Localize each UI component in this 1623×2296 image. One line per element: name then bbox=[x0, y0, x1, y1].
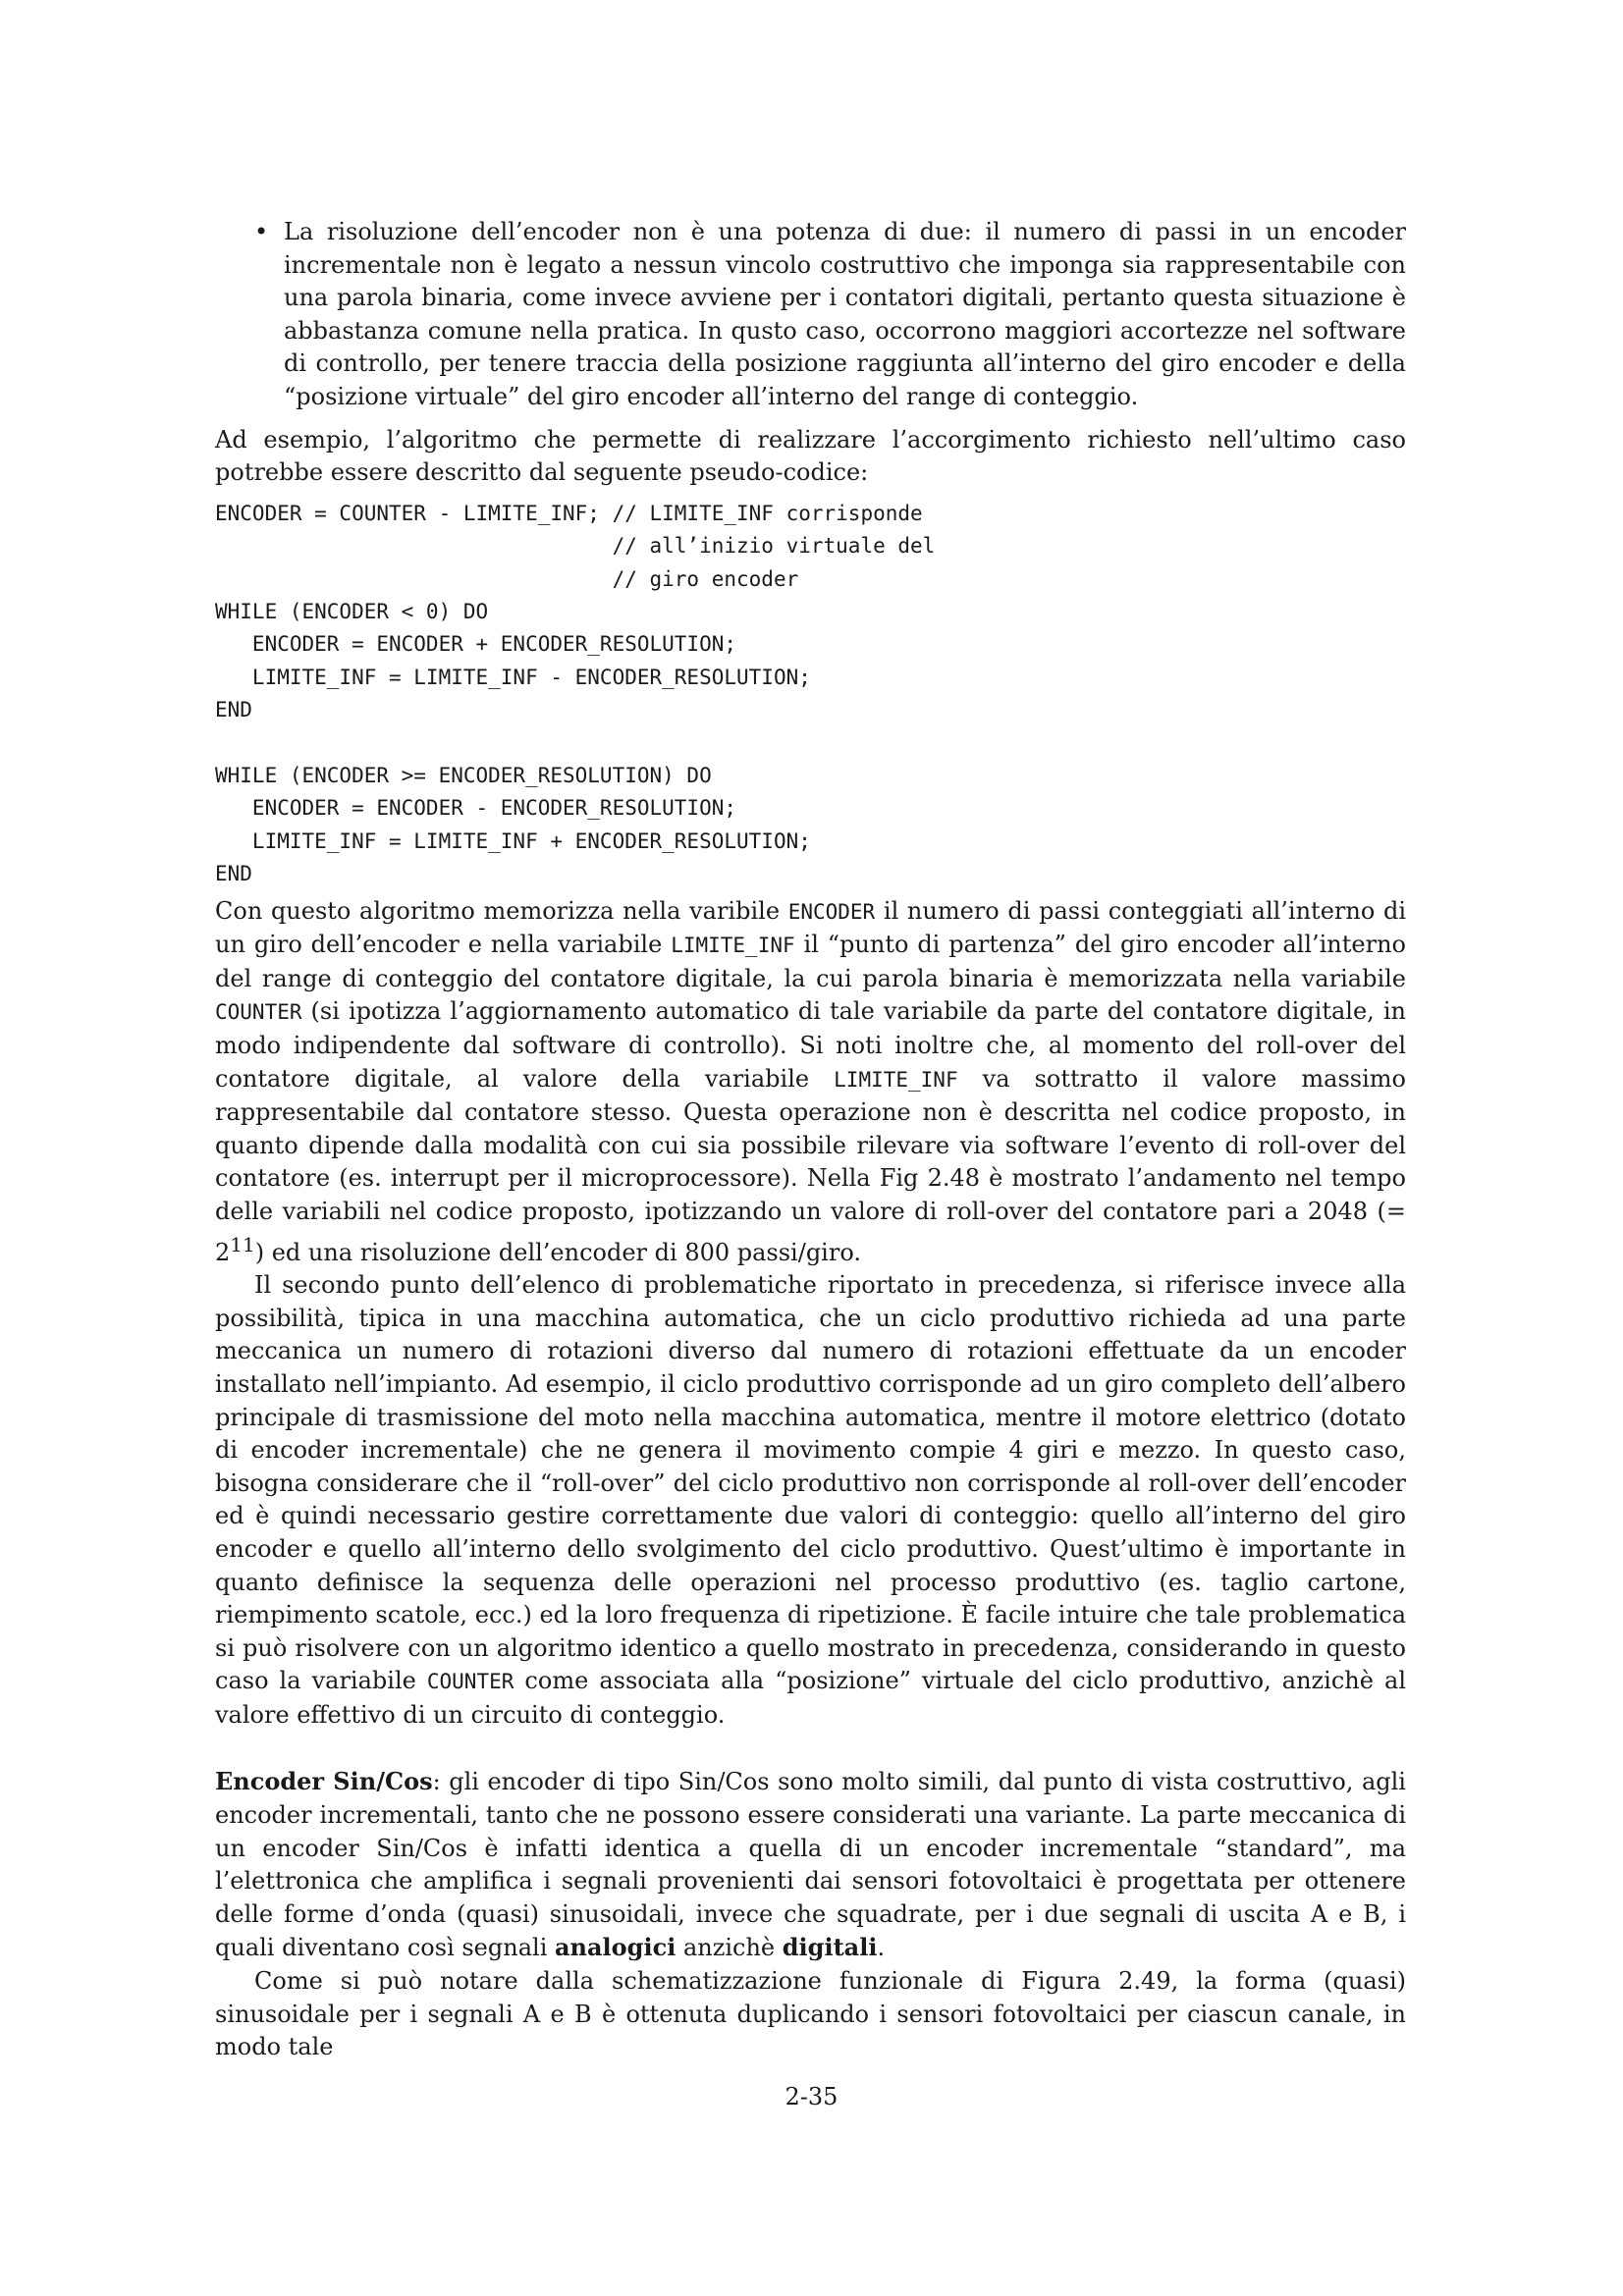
paragraph-second-point bbox=[215, 1269, 1406, 1732]
text-run: Il secondo punto dell’elenco di problematiche riportato in precedenza, si riferisce invece alla possibilità, tipica in una macchina automatica, che un ciclo produttivo richieda ad una parte meccanica un numero di rotazioni diverso dal numero di rotazioni effettuate da un encoder installato nell’impianto. Ad esempio, il ciclo produttivo corrisponde ad un giro completo dell’albero principale di trasmissione del moto nella macchina automatica, mentre il motore elettrico (dotato di encoder incrementale) che ne genera il movimento compie 4 giri e mezzo. In questo caso, bisogna considerare che il “roll-over” del ciclo produttivo non corrisponde al roll-over dell’encoder ed è quindi necessario gestire correttamente due valori di conteggio: quello all’interno del giro encoder e quello all’interno dello svolgimento del ciclo produttivo. Quest’ultimo è importante in quanto definisce la sequenza delle operazioni nel processo produttivo (es. taglio cartone, riempimento scatole, ecc.) ed la loro frequenza di ripetizione. È facile intuire che tale problematica si può risolvere con un algoritmo identico a quello mostrato in precedenza, considerando in questo caso la variabile bbox=[215, 1271, 1406, 1695]
section-heading-sincos: Encoder Sin/Cos bbox=[215, 1767, 433, 1796]
bold-analogici: analogici bbox=[555, 1933, 676, 1962]
pseudo-code-block: ENCODER = COUNTER - LIMITE_INF; // LIMITE_INF corrisponde // all’inizio virtuale del // giro encoder WHILE (ENCODER < 0) DO ENCODER = ENCODER + ENCODER_RESOLUTION; LIMITE_INF = LIMITE_INF - ENCODER_RESOLUTION; END WHILE (ENCODER >= ENCODER_RESOLUTION) DO ENCODER = ENCODER - ENCODER_RESOLUTION; LIMITE_INF = LIMITE_INF + ENCODER_RESOLUTION; END bbox=[215, 501, 936, 886]
code-inline-limite-inf: LIMITE_INF bbox=[671, 934, 795, 958]
paragraph-sincos bbox=[215, 1765, 1406, 1965]
text-run: il “punto di partenza” del giro encoder all’interno del range di conteggio del contatore digitale, la cui parola binaria è memorizzata nella variabile bbox=[215, 931, 1406, 992]
text-run: Con questo algoritmo memorizza nella varibile bbox=[215, 896, 788, 925]
code-inline-counter: COUNTER bbox=[215, 1000, 302, 1025]
code-inline-counter: COUNTER bbox=[426, 1670, 514, 1694]
code-inline-encoder: ENCODER bbox=[787, 899, 876, 924]
page-body bbox=[215, 216, 1406, 2064]
text-run: il numero di passi conteggiati all’interno di un giro dell’encoder e nella variabile bbox=[215, 896, 1406, 959]
text-run: . bbox=[877, 1934, 886, 1962]
page-number: 2-35 bbox=[784, 2083, 839, 2110]
text-run: (si ipotizza l’aggiornamento automatico di tale variabile da parte del contatore digitale, in modo indipendente dal software di controllo). Si noti inoltre che, al momento del roll-over del contatore digitale, al valore della variabile bbox=[215, 997, 1406, 1093]
code-inline-limite-inf: LIMITE_INF bbox=[834, 1067, 958, 1092]
text-run: ) ed una risoluzione dell’encoder di 800 passi/giro. bbox=[254, 1238, 861, 1266]
bullet-text: La risoluzione dell’encoder non è una potenza di due: il numero di passi in un encoder incrementale non è legato a nessun vincolo costruttivo che imponga sia rappresentabile con una parola binaria, come invece avviene per i contatori digitali, pertanto questa situazione è abbastanza comune nella pratica. In qusto caso, occorrono maggiori accortezze nel software di controllo, per tenere traccia della posizione raggiunta all’interno del giro encoder e della “posizione virtuale” del giro encoder all’interno del range di conteggio. bbox=[284, 218, 1406, 410]
text-run: anzichè bbox=[676, 1934, 783, 1962]
text-run: : gli encoder di tipo Sin/Cos sono molto simili, dal punto di vista costruttivo, agli encoder incrementali, tanto che ne possono essere considerati una variante. La parte meccanica di un encoder Sin/Cos è infatti identica a quella di un encoder incrementale “standard”, ma l’elettronica che amplifica i segnali provenienti dai sensori fotovoltaici è progettata per ottenere delle forme d’onda (quasi) sinusoidali, invece che squadrate, per i due segnali di uscita A e B, i quali diventano così segnali bbox=[215, 1768, 1406, 1962]
paragraph-intro: Ad esempio, l’algoritmo che permette di realizzare l’accorgimento richiesto nell’ultimo caso potrebbe essere descritto dal seguente pseudo-codice: bbox=[215, 425, 1406, 487]
bold-digitali: digitali bbox=[782, 1933, 878, 1962]
superscript-exponent: 11 bbox=[230, 1232, 255, 1256]
text-run: va sottratto il valore massimo rappresentabile dal contatore stesso. Questa operazione non è descritta nel codice proposto, in quanto dipende dalla modalità con cui sia possibile rilevare via software l’evento di roll-over del contatore (es. interrupt per il microprocessore). Nella Fig 2.48 è mostrato l’andamento nel tempo delle variabili nel codice proposto, ipotizzando un valore di roll-over del contatore pari a 2048 (= 2 bbox=[215, 1064, 1406, 1266]
paragraph-algorithm bbox=[215, 895, 1406, 1270]
paragraph-last: Come si può notare dalla schematizzazione funzionale di Figura 2.49, la forma (quasi) sinusoidale per i segnali A e B è ottenuta duplicando i sensori fotovoltaici per ciascun canale, in modo tale bbox=[215, 1967, 1406, 2061]
text-run: come associata alla “posizione” virtuale del ciclo produttivo, anzichè al valore effettivo di un circuito di conteggio. bbox=[215, 1667, 1406, 1729]
bullet-item bbox=[215, 216, 1406, 414]
bullet-marker: • bbox=[254, 218, 269, 245]
spacer bbox=[215, 1732, 1406, 1765]
